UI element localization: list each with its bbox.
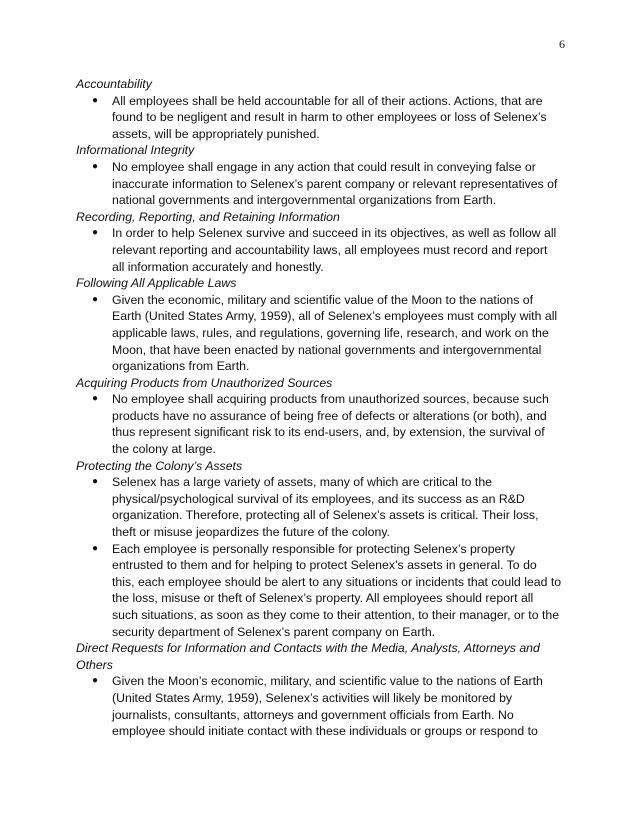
section-heading: Acquiring Products from Unauthorized Sources (76, 375, 333, 390)
bullet-list (76, 93, 562, 143)
bullet-text: No employee shall acquiring products from unauthorized sources, because such products have no assurance of being free of defects or alterations (or both), and thus represent significant risk to its end-users, and, by extension, the survival of the colony at large. (112, 392, 549, 457)
bullet-list (76, 673, 562, 739)
bullet-item (76, 93, 562, 143)
bullet-item (76, 474, 562, 540)
bullet-item (76, 541, 562, 641)
section-recording-reporting (76, 209, 562, 275)
section-heading: Recording, Reporting, and Retaining Information (76, 209, 340, 224)
bullet-list (76, 292, 562, 375)
bullet-text: Given the economic, military and scientific value of the Moon to the nations of Earth (United States Army, 1959), all of Selenex’s employees must comply with all applicable laws, rules, and regulations, governing life, research, and work on the Moon, that have been enacted by national governments and intergovernmental organizations from Earth. (112, 292, 558, 374)
bullet-text: In order to help Selenex survive and succeed in its objectives, as well as follow all relevant reporting and accountability laws, all employees must record and report all information accurately and honestly. (112, 226, 557, 274)
bullet-icon: ● (92, 476, 99, 488)
section-informational-integrity (76, 142, 562, 208)
section-accountability (76, 76, 562, 142)
bullet-list (76, 159, 562, 209)
section-heading: Direct Requests for Information and Contacts with the Media, Analysts, Attorneys and Others (76, 641, 540, 672)
bullet-icon: ● (92, 160, 99, 172)
bullet-list (76, 474, 562, 640)
bullet-list (76, 225, 562, 275)
bullet-list (76, 391, 562, 457)
section-heading: Following All Applicable Laws (76, 276, 237, 291)
section-heading: Accountability (76, 77, 152, 91)
bullet-icon: ● (92, 542, 99, 554)
section-protecting-assets (76, 458, 562, 641)
bullet-text: Given the Moon’s economic, military, and scientific value to the nations of Earth (United States Army, 1959), Selenex’s activities will likely be monitored by journalists, consultants, attorneys and government officials from Earth. No employee should initiate contact with these individuals or groups or respond to (112, 674, 543, 739)
bullet-icon: ● (92, 94, 99, 106)
page-number: 6 (559, 37, 565, 51)
section-acquiring-products (76, 375, 562, 458)
bullet-icon: ● (92, 293, 99, 305)
bullet-item (76, 159, 562, 209)
bullet-item (76, 391, 562, 457)
bullet-item (76, 292, 562, 375)
bullet-icon: ● (92, 393, 99, 405)
bullet-item (76, 225, 562, 275)
section-heading: Informational Integrity (76, 143, 195, 158)
bullet-text: No employee shall engage in any action that could result in conveying false or inaccurate information to Selenex’s parent company or relevant representatives of national governments and intergovernmental organizations from Earth. (112, 159, 558, 208)
section-heading: Protecting the Colony’s Assets (76, 458, 243, 473)
bullet-text: Each employee is personally responsible for protecting Selenex’s property entrusted to them and for helping to protect Selenex’s assets in general. To do this, each employee should be alert to any situations or incidents that could lead to the loss, misuse or theft of Selenex’s property. All employees should report all such situations, as soon as they come to their attention, to their manager, or to the security department of Selenex’s parent company on Earth. (112, 541, 562, 639)
section-following-laws (76, 275, 562, 375)
document-body (76, 76, 562, 740)
bullet-icon: ● (92, 675, 99, 687)
bullet-item (76, 673, 562, 739)
bullet-text: Selenex has a large variety of assets, many of which are critical to the physical/psychological survival of its employees, and its success as an R&D organization. Therefore, protecting all of Selenex’s assets is critical. Their loss, theft or misuse jeopardizes the future of the colony. (112, 475, 539, 540)
bullet-icon: ● (92, 227, 99, 239)
bullet-text: All employees shall be held accountable for all of their actions. Actions, that are found to be negligent and result in harm to other employees or loss of Selenex’s assets, will be appropriately punished. (112, 93, 547, 141)
section-direct-requests (76, 640, 562, 740)
